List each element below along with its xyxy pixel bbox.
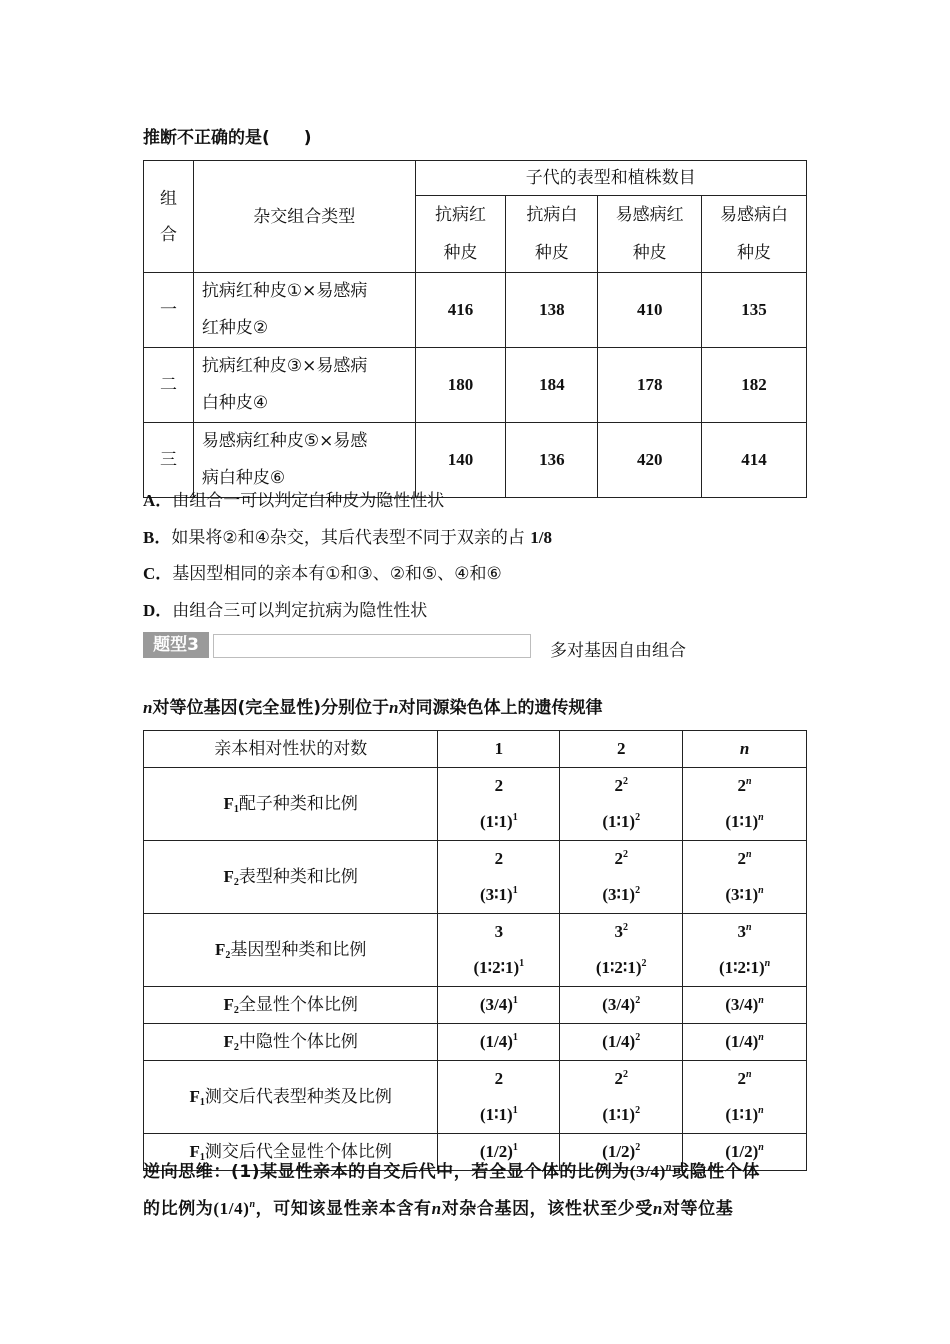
col-header: n (683, 731, 807, 768)
count-cell: 138 (506, 273, 598, 348)
count-cell: 178 (598, 348, 702, 423)
value-cell: 2 (1∶1)$^1$ (438, 1061, 560, 1134)
table-row (144, 273, 807, 348)
question-stem: 推断不正确的是( ) (143, 128, 312, 148)
value-cell: $(1/4)^2$ (560, 1024, 683, 1061)
table-row (144, 841, 807, 914)
value-cell: 2 (3∶1)$^1$ (438, 841, 560, 914)
row-id: 二 (144, 348, 194, 423)
value-cell: 2$^n$ (1∶1)$^n$ (683, 768, 807, 841)
value-cell: $(1/2)^1$ (438, 1134, 560, 1171)
value-cell: $(1/2)^2$ (560, 1134, 683, 1171)
inheritance-rules-table (143, 730, 807, 1171)
count-cell: 135 (702, 273, 807, 348)
cross-type: 抗病红种皮③×易感病 白种皮④ (193, 348, 415, 423)
count-cell: 136 (506, 423, 598, 498)
reverse-thinking-line2: 的比例为$(1/4)^n$，可知该显性亲本含有n对杂合基因，该性状至少受n对等位基 (143, 1199, 734, 1219)
table-row (144, 423, 807, 498)
pheno-header: 易感病红 种皮 (598, 196, 702, 273)
option-d: D．由组合三可以判定抗病为隐性性状 (143, 601, 428, 621)
value-cell: 3 (1∶2∶1)$^1$ (438, 914, 560, 987)
row-label: $F_2$表型种类和比例 (144, 841, 438, 914)
value-cell: $(3/4)^n$ (683, 987, 807, 1024)
header-group: 组 合 (144, 161, 194, 273)
rule-title: n对等位基因(完全显性)分别位于n对同源染色体上的遗传规律 (143, 698, 603, 718)
value-cell: 2$^n$ (3∶1)$^n$ (683, 841, 807, 914)
count-cell: 182 (702, 348, 807, 423)
value-cell: $(3/4)^1$ (438, 987, 560, 1024)
row-id: 一 (144, 273, 194, 348)
count-cell: 140 (415, 423, 506, 498)
value-cell: $(1/4)^1$ (438, 1024, 560, 1061)
pheno-header: 抗病红 种皮 (415, 196, 506, 273)
row-label: $F_2$全显性个体比例 (144, 987, 438, 1024)
table-row (144, 914, 807, 987)
cross-type: 抗病红种皮①×易感病 红种皮② (193, 273, 415, 348)
row-label: $F_1$测交后代全显性个体比例 (144, 1134, 438, 1171)
option-c: C．基因型相同的亲本有①和③、②和⑤、④和⑥ (143, 564, 502, 584)
row-id: 三 (144, 423, 194, 498)
row-label: $F_1$测交后代表型种类及比例 (144, 1061, 438, 1134)
row-label: $F_1$配子种类和比例 (144, 768, 438, 841)
section-tag-box (213, 634, 531, 658)
value-cell: 2 (1∶1)$^1$ (438, 768, 560, 841)
value-cell: $(1/4)^n$ (683, 1024, 807, 1061)
row-label: $F_2$中隐性个体比例 (144, 1024, 438, 1061)
count-cell: 414 (702, 423, 807, 498)
table-row (144, 987, 807, 1024)
table-row (144, 768, 807, 841)
reverse-thinking-line1: 逆向思维：(1)某显性亲本的自交后代中，若全显个体的比例为$(3/4)^n$或隐性个体 (143, 1162, 760, 1182)
count-cell: 180 (415, 348, 506, 423)
option-b: B．如果将②和④杂交，其后代表型不同于双亲的占 1/8 (143, 528, 552, 548)
col-header: 2 (560, 731, 683, 768)
table-row (144, 1061, 807, 1134)
row-label: $F_2$基因型种类和比例 (144, 914, 438, 987)
value-cell: $(3/4)^2$ (560, 987, 683, 1024)
header-cross-type: 杂交组合类型 (193, 161, 415, 273)
value-cell: 3$^n$ (1∶2∶1)$^n$ (683, 914, 807, 987)
value-cell: $(1/2)^n$ (683, 1134, 807, 1171)
section-tag: 题型3 (143, 632, 209, 658)
count-cell: 420 (598, 423, 702, 498)
value-cell: 2$^n$ (1∶1)$^n$ (683, 1061, 807, 1134)
value-cell: $2^2$ (3∶1)$^2$ (560, 841, 683, 914)
header-offspring: 子代的表型和植株数目 (415, 161, 806, 196)
value-cell: $2^2$ (1∶1)$^2$ (560, 768, 683, 841)
count-cell: 416 (415, 273, 506, 348)
table-row (144, 1024, 807, 1061)
cross-type: 易感病红种皮⑤×易感 病白种皮⑥ (193, 423, 415, 498)
pheno-header: 抗病白 种皮 (506, 196, 598, 273)
value-cell: $2^2$ (1∶1)$^2$ (560, 1061, 683, 1134)
pheno-header: 易感病白 种皮 (702, 196, 807, 273)
section-title: 多对基因自由组合 (550, 641, 686, 661)
option-a: A．由组合一可以判定白种皮为隐性性状 (143, 491, 445, 511)
table-row (144, 731, 807, 768)
header-label: 亲本相对性状的对数 (144, 731, 438, 768)
value-cell: $3^2$ (1∶2∶1)$^2$ (560, 914, 683, 987)
cross-results-table (143, 160, 807, 498)
count-cell: 184 (506, 348, 598, 423)
table-row (144, 348, 807, 423)
count-cell: 410 (598, 273, 702, 348)
col-header: 1 (438, 731, 560, 768)
